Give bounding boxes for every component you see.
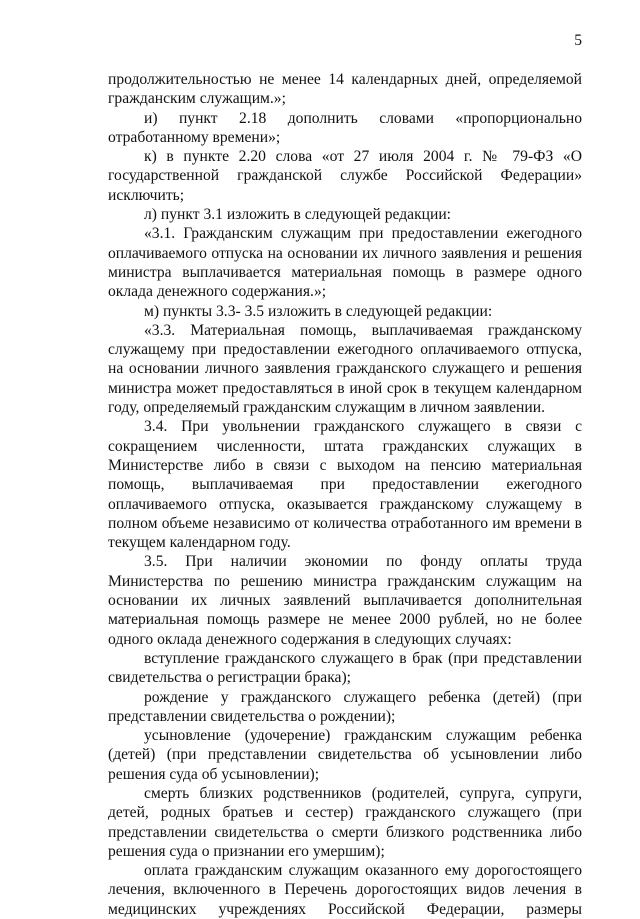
paragraph-item-i: и) пункт 2.18 дополнить словами «пропорционально отработанному времени»; bbox=[108, 109, 582, 146]
paragraph-clause-3-4: 3.4. При увольнении гражданского служащего в связи с сокращением численности, штата гражданских служащих в Министерстве либо в связи с выходом на пенсию материальная помощь, выплачиваемая при предоставлении ежегодного оплачиваемого отпуска, оказывается гражданскому служащему в полном объеме независимо от количества отработанного им времени в текущем календарном году. bbox=[108, 418, 582, 552]
paragraph-continuation: продолжительностью не менее 14 календарных дней, определяемой гражданским служащим.»; bbox=[108, 71, 582, 108]
page-number: 5 bbox=[574, 32, 582, 49]
paragraph-case-adoption: усыновление (удочерение) гражданским служащим ребенка (детей) (при представлении свидетельства об усыновлении либо решения суда об усыновлении); bbox=[108, 727, 582, 783]
paragraph-case-marriage: вступление гражданского служащего в брак (при представлении свидетельства о регистрации брака); bbox=[108, 649, 582, 687]
paragraph-item-k: к) в пункте 2.20 слова «от 27 июля 2004 г. № 79-ФЗ «О государственной гражданской службе Российской Федерации» исключить; bbox=[108, 148, 582, 204]
paragraph-item-m: м) пункты 3.3- 3.5 изложить в следующей редакции: bbox=[144, 302, 493, 320]
paragraph-case-death: смерть близких родственников (родителей, супруга, супруги, детей, родных братьев и сестер) гражданского служащего (при представлении свидетельства о смерти близкого родственника либо решения суда о признании его умершим); bbox=[108, 784, 582, 860]
paragraph-clause-3-1: «3.1. Гражданским служащим при предоставлении ежегодного оплачиваемого отпуска на основании их личного заявления и решения министра выплачивается материальная помощь в размере одного оклада денежного содержания.»; bbox=[108, 225, 582, 301]
paragraph-case-treatment: оплата гражданским служащим оказанного ему дорогостоящего лечения, включенного в Перечень дорогостоящих видов лечения в медицинских учреждениях Российской Федерации, размеры bbox=[108, 862, 582, 918]
paragraph-case-birth: рождение у гражданского служащего ребенка (детей) (при представлении свидетельства о рождении); bbox=[108, 688, 582, 725]
paragraph-clause-3-3: «3.3. Материальная помощь, выплачиваемая гражданскому служащему при предоставлении ежегодного оплачиваемого отпуска, на основании личного заявления гражданского служащего и решения министра может предоставляться в иной срок в текущем календарном году, определяемый гражданским служащим в личном заявлении. bbox=[108, 321, 582, 417]
document-body bbox=[108, 70, 582, 919]
paragraph-clause-3-5: 3.5. При наличии экономии по фонду оплаты труда Министерства по решению министра гражданским служащим на основании их личных заявлений выплачивается дополнительная материальная помощь размере не менее 2000 рублей, но не более одного оклада денежного содержания в следующих случаях: bbox=[108, 553, 582, 648]
paragraph-item-l: л) пункт 3.1 изложить в следующей редакции: bbox=[144, 206, 452, 224]
